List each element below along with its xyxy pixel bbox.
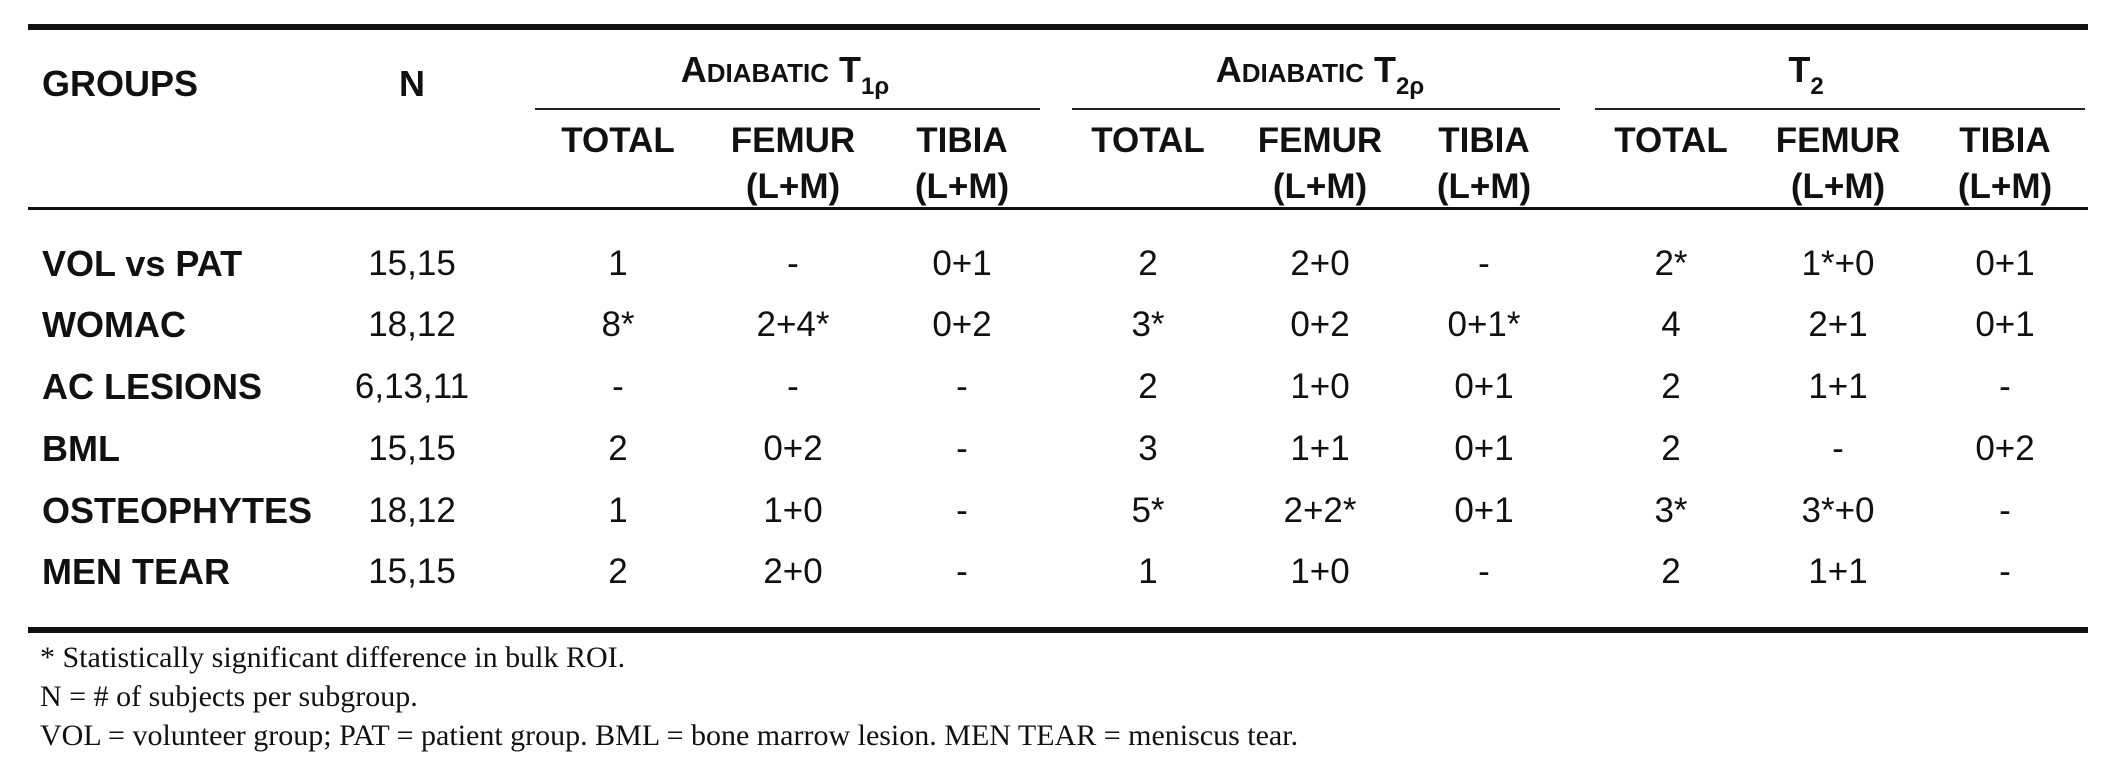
table-cell: 3*+0 — [1801, 491, 1875, 530]
subcol-header-line2: (L+M) — [1790, 167, 1886, 206]
table-cell: 6,13,11 — [354, 367, 470, 406]
subcol-header-line1: FEMUR — [1257, 121, 1383, 160]
table-cell: 2 — [608, 429, 628, 468]
table-cell: 1 — [608, 244, 628, 283]
table-cell: - — [956, 367, 968, 406]
table-cell: - — [612, 367, 624, 406]
subcol-header-1 — [561, 118, 674, 164]
table-cell: 0+2 — [1975, 429, 2035, 468]
table-cell: - — [1999, 367, 2011, 406]
subcol-header-6 — [1437, 118, 1531, 210]
table-cell: 1+1 — [1808, 367, 1868, 406]
table-cell: 0+1 — [1454, 429, 1514, 468]
table-cell: 1+0 — [1290, 367, 1350, 406]
table-cell: 1+1 — [1808, 552, 1868, 591]
table-cell: 2* — [1654, 244, 1688, 283]
table-cell: 0+1 — [1975, 244, 2035, 283]
table-cell: 5* — [1131, 491, 1165, 530]
table-cell: 2+0 — [763, 552, 823, 591]
table-cell: 2+0 — [1290, 244, 1350, 283]
subcol-header-2 — [731, 118, 855, 210]
header-n: N — [399, 63, 425, 104]
table-cell: - — [1999, 552, 2011, 591]
subcol-header-line2: (L+M) — [745, 167, 841, 206]
table-cell: 2 — [1661, 552, 1681, 591]
table-cell: - — [956, 552, 968, 591]
table-cell: 0+2 — [1290, 305, 1350, 344]
subcol-header-7 — [1614, 118, 1727, 164]
subcol-header-line1: TOTAL — [1614, 121, 1728, 160]
row-label: OSTEOPHYTES — [42, 490, 313, 531]
table-cell: 1 — [1138, 552, 1158, 591]
subcol-header-line1: FEMUR — [730, 121, 856, 160]
footnote-abbreviations: VOL = volunteer group; PAT = patient group. BML = bone marrow lesion. MEN TEAR = meniscus tear. — [40, 719, 1299, 752]
table-cell: 15,15 — [368, 429, 456, 468]
table-cell: 3 — [1138, 429, 1158, 468]
table-cell: - — [1478, 244, 1490, 283]
table-cell: - — [956, 491, 968, 530]
subcol-header-line2: (L+M) — [914, 167, 1010, 206]
row-label: BML — [42, 428, 120, 469]
table-cell: 1+1 — [1290, 429, 1350, 468]
table-cell: 2 — [1661, 429, 1681, 468]
header-adiabatic-t1rho: ADIABATIC $T_{1\rho}$ — [680, 49, 890, 100]
header-t2: $T_2$ — [1788, 49, 1824, 100]
table-cell: - — [787, 367, 799, 406]
table-cell: - — [1478, 552, 1490, 591]
table-cell: 1+0 — [763, 491, 823, 530]
row-label: WOMAC — [42, 304, 186, 345]
table-cell: 2 — [1138, 367, 1158, 406]
subcol-header-line1: TIBIA — [1959, 121, 2051, 160]
header-groups: GROUPS — [42, 63, 199, 104]
group-rule-t2 — [1595, 108, 2085, 110]
table-cell: - — [1999, 491, 2011, 530]
table-cell: 15,15 — [368, 552, 456, 591]
subcol-header-3 — [915, 118, 1009, 210]
row-label: MEN TEAR — [42, 551, 230, 592]
table-cell: 1 — [608, 491, 628, 530]
subcol-header-line1: TIBIA — [1438, 121, 1530, 160]
table-cell: 0+2 — [763, 429, 823, 468]
table-cell: 2+1 — [1808, 305, 1868, 344]
subcol-header-line1: TIBIA — [916, 121, 1008, 160]
subcol-header-5 — [1258, 118, 1382, 210]
table-cell: 0+1 — [1975, 305, 2035, 344]
table-cell: 2+4* — [756, 305, 830, 344]
table-cell: 2 — [1138, 244, 1158, 283]
table-cell: - — [787, 244, 799, 283]
table-cell: 4 — [1661, 305, 1681, 344]
subcol-header-4 — [1091, 118, 1204, 164]
table-cell: 2 — [1661, 367, 1681, 406]
header-bottom-rule — [28, 207, 2088, 210]
group-rule-t1rho — [535, 108, 1040, 110]
subcol-header-line2: (L+M) — [1272, 167, 1368, 206]
subcol-header-line1: TOTAL — [561, 121, 675, 160]
table-cell: 3* — [1131, 305, 1165, 344]
group-rule-t2rho — [1072, 108, 1560, 110]
table-cell: 0+1* — [1447, 305, 1521, 344]
table-cell: 18,12 — [368, 305, 456, 344]
header-adiabatic-t2rho: ADIABATIC $T_{2\rho}$ — [1215, 49, 1425, 100]
footnote-n: N = # of subjects per subgroup. — [40, 680, 418, 713]
subcol-header-8 — [1776, 118, 1900, 210]
subcol-header-line2: (L+M) — [1436, 167, 1532, 206]
table-cell: - — [956, 429, 968, 468]
table-cell: 2+2* — [1283, 491, 1357, 530]
table-cell: 0+1 — [1454, 367, 1514, 406]
table-cell: 2 — [608, 552, 628, 591]
table-bottom-rule — [28, 627, 2088, 633]
footnote-significance: * Statistically significant difference in bulk ROI. — [40, 641, 626, 674]
subcol-header-line1: TOTAL — [1091, 121, 1205, 160]
table-cell: 15,15 — [368, 244, 456, 283]
table-cell: 1*+0 — [1801, 244, 1875, 283]
table-top-rule — [28, 24, 2088, 30]
table-cell: 8* — [601, 305, 635, 344]
table-cell: 3* — [1654, 491, 1688, 530]
subcol-header-line1: FEMUR — [1775, 121, 1901, 160]
table-cell: 0+1 — [932, 244, 992, 283]
table-cell: 1+0 — [1290, 552, 1350, 591]
table-cell: 18,12 — [368, 491, 456, 530]
row-label: AC LESIONS — [42, 366, 263, 407]
table-cell: 0+1 — [1454, 491, 1514, 530]
table-cell: 0+2 — [932, 305, 992, 344]
table-cell: - — [1832, 429, 1844, 468]
subcol-header-9 — [1958, 118, 2052, 210]
subcol-header-line2: (L+M) — [1957, 167, 2053, 206]
row-label: VOL vs PAT — [42, 243, 243, 284]
